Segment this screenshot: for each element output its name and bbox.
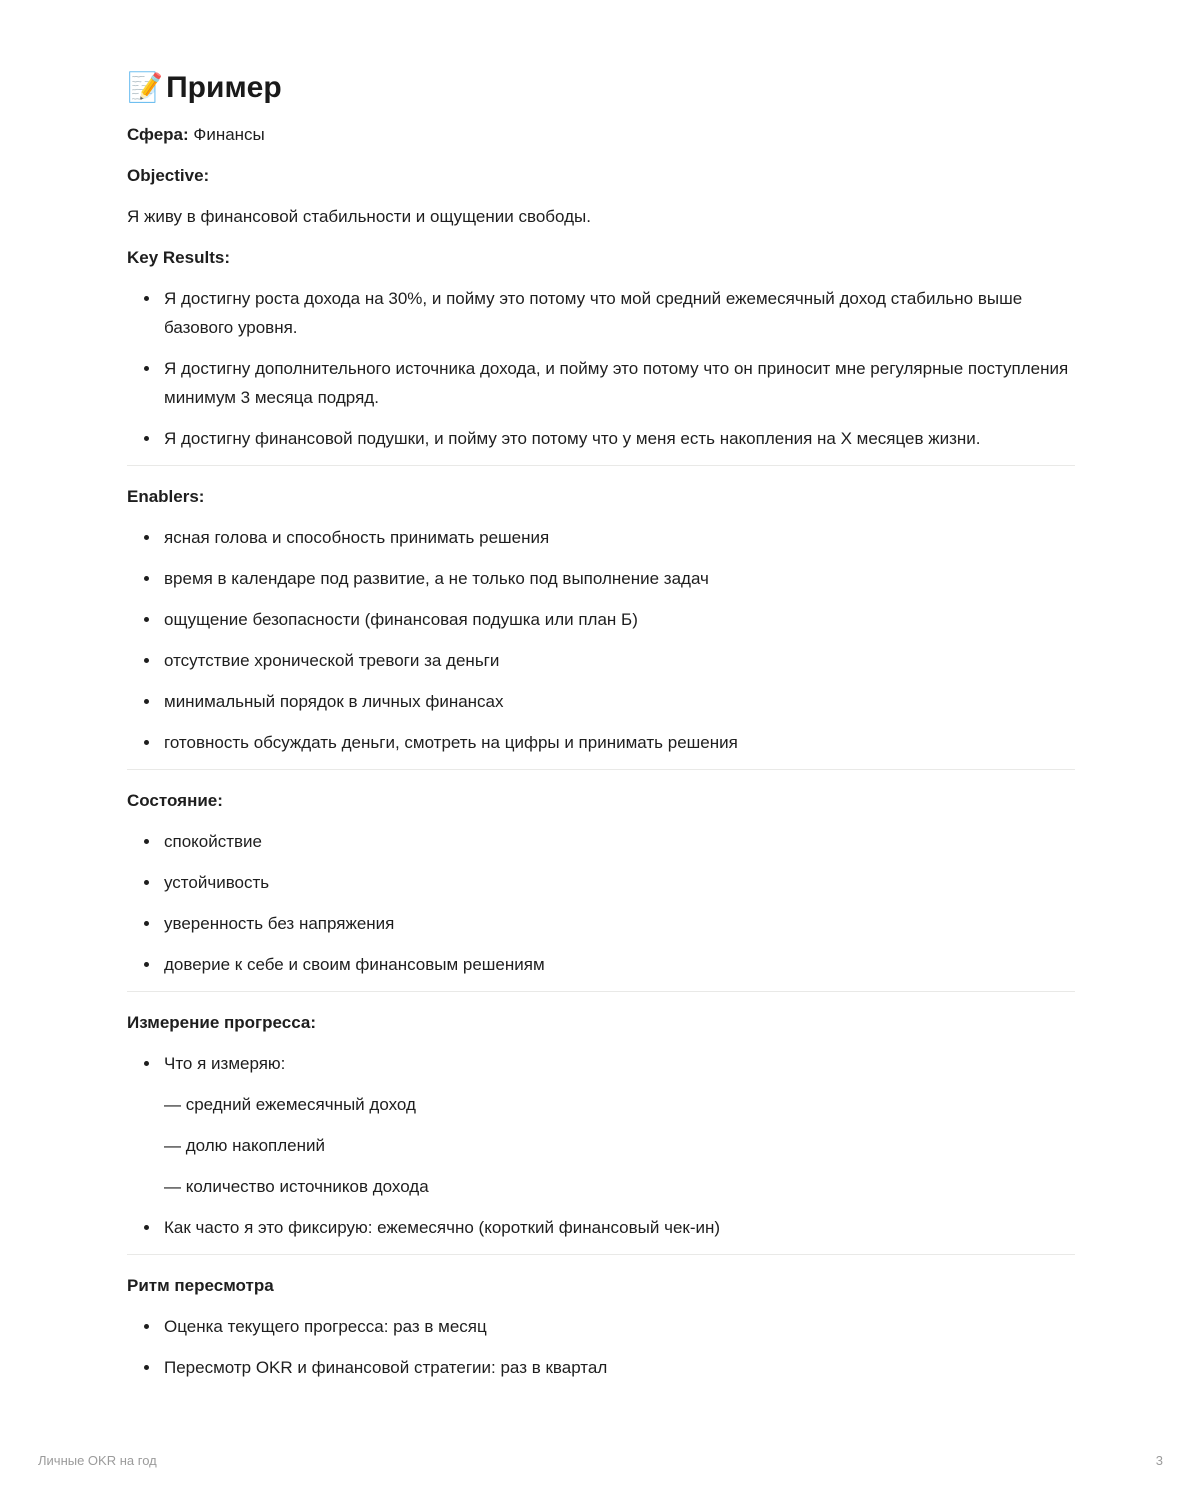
progress-list: [127, 1049, 1075, 1242]
objective-text: Я живу в финансовой стабильности и ощущении свободы.: [127, 207, 591, 226]
sphere-value: Финансы: [193, 125, 265, 144]
page-title-text: Пример: [166, 71, 282, 104]
page-title: [127, 69, 1075, 107]
list-item: уверенность без напряжения: [127, 909, 1075, 938]
list-item: доверие к себе и своим финансовым решениям: [127, 950, 1075, 979]
enablers-heading: Enablers:: [127, 487, 205, 506]
state-list: [127, 827, 1075, 979]
list-item: устойчивость: [127, 868, 1075, 897]
list-item: Я достигну роста дохода на 30%, и пойму это потому что мой средний ежемесячный доход стабильно выше базового уровня.: [127, 284, 1075, 342]
progress-heading: Измерение прогресса:: [127, 1013, 316, 1032]
list-item: минимальный порядок в личных финансах: [127, 687, 1075, 716]
section-divider: [127, 465, 1075, 466]
sphere-label: Сфера:: [127, 125, 189, 144]
document-content: [127, 0, 1075, 1394]
enablers-list: [127, 523, 1075, 757]
sub-list-item: — средний ежемесячный доход: [164, 1095, 416, 1114]
list-item: ощущение безопасности (финансовая подушка или план Б): [127, 605, 1075, 634]
key-results-heading: Key Results:: [127, 248, 230, 267]
sphere-line: [127, 120, 1075, 149]
memo-icon: 📝: [127, 72, 164, 104]
list-item: Пересмотр OKR и финансовой стратегии: раз в квартал: [127, 1353, 1075, 1382]
section-divider: [127, 991, 1075, 992]
list-item: Я достигну финансовой подушки, и пойму это потому что у меня есть накопления на X месяцев жизни.: [127, 424, 1075, 453]
footer-doc-name: Личные OKR на год: [38, 1453, 157, 1468]
list-item: готовность обсуждать деньги, смотреть на цифры и принимать решения: [127, 728, 1075, 757]
list-item: время в календаре под развитие, а не только под выполнение задач: [127, 564, 1075, 593]
list-item: спокойствие: [127, 827, 1075, 856]
list-item: Оценка текущего прогресса: раз в месяц: [127, 1312, 1075, 1341]
review-heading: Ритм пересмотра: [127, 1276, 274, 1295]
list-item: ясная голова и способность принимать решения: [127, 523, 1075, 552]
key-results-list: [127, 284, 1075, 453]
list-item: Как часто я это фиксирую: ежемесячно (короткий финансовый чек-ин): [127, 1213, 1075, 1242]
review-list: [127, 1312, 1075, 1382]
page-footer: [38, 1452, 1163, 1470]
list-item: отсутствие хронической тревоги за деньги: [127, 646, 1075, 675]
objective-heading: Objective:: [127, 166, 210, 185]
sub-list-item: — долю накоплений: [164, 1136, 326, 1155]
state-heading: Состояние:: [127, 791, 223, 810]
sub-list-item: — количество источников дохода: [164, 1177, 429, 1196]
section-divider: [127, 1254, 1075, 1255]
footer-page-number: 3: [1155, 1453, 1163, 1468]
list-item: Что я измеряю:: [127, 1049, 1075, 1078]
list-item: Я достигну дополнительного источника дохода, и пойму это потому что он приносит мне регулярные поступления минимум 3 месяца подряд.: [127, 354, 1075, 412]
section-divider: [127, 769, 1075, 770]
